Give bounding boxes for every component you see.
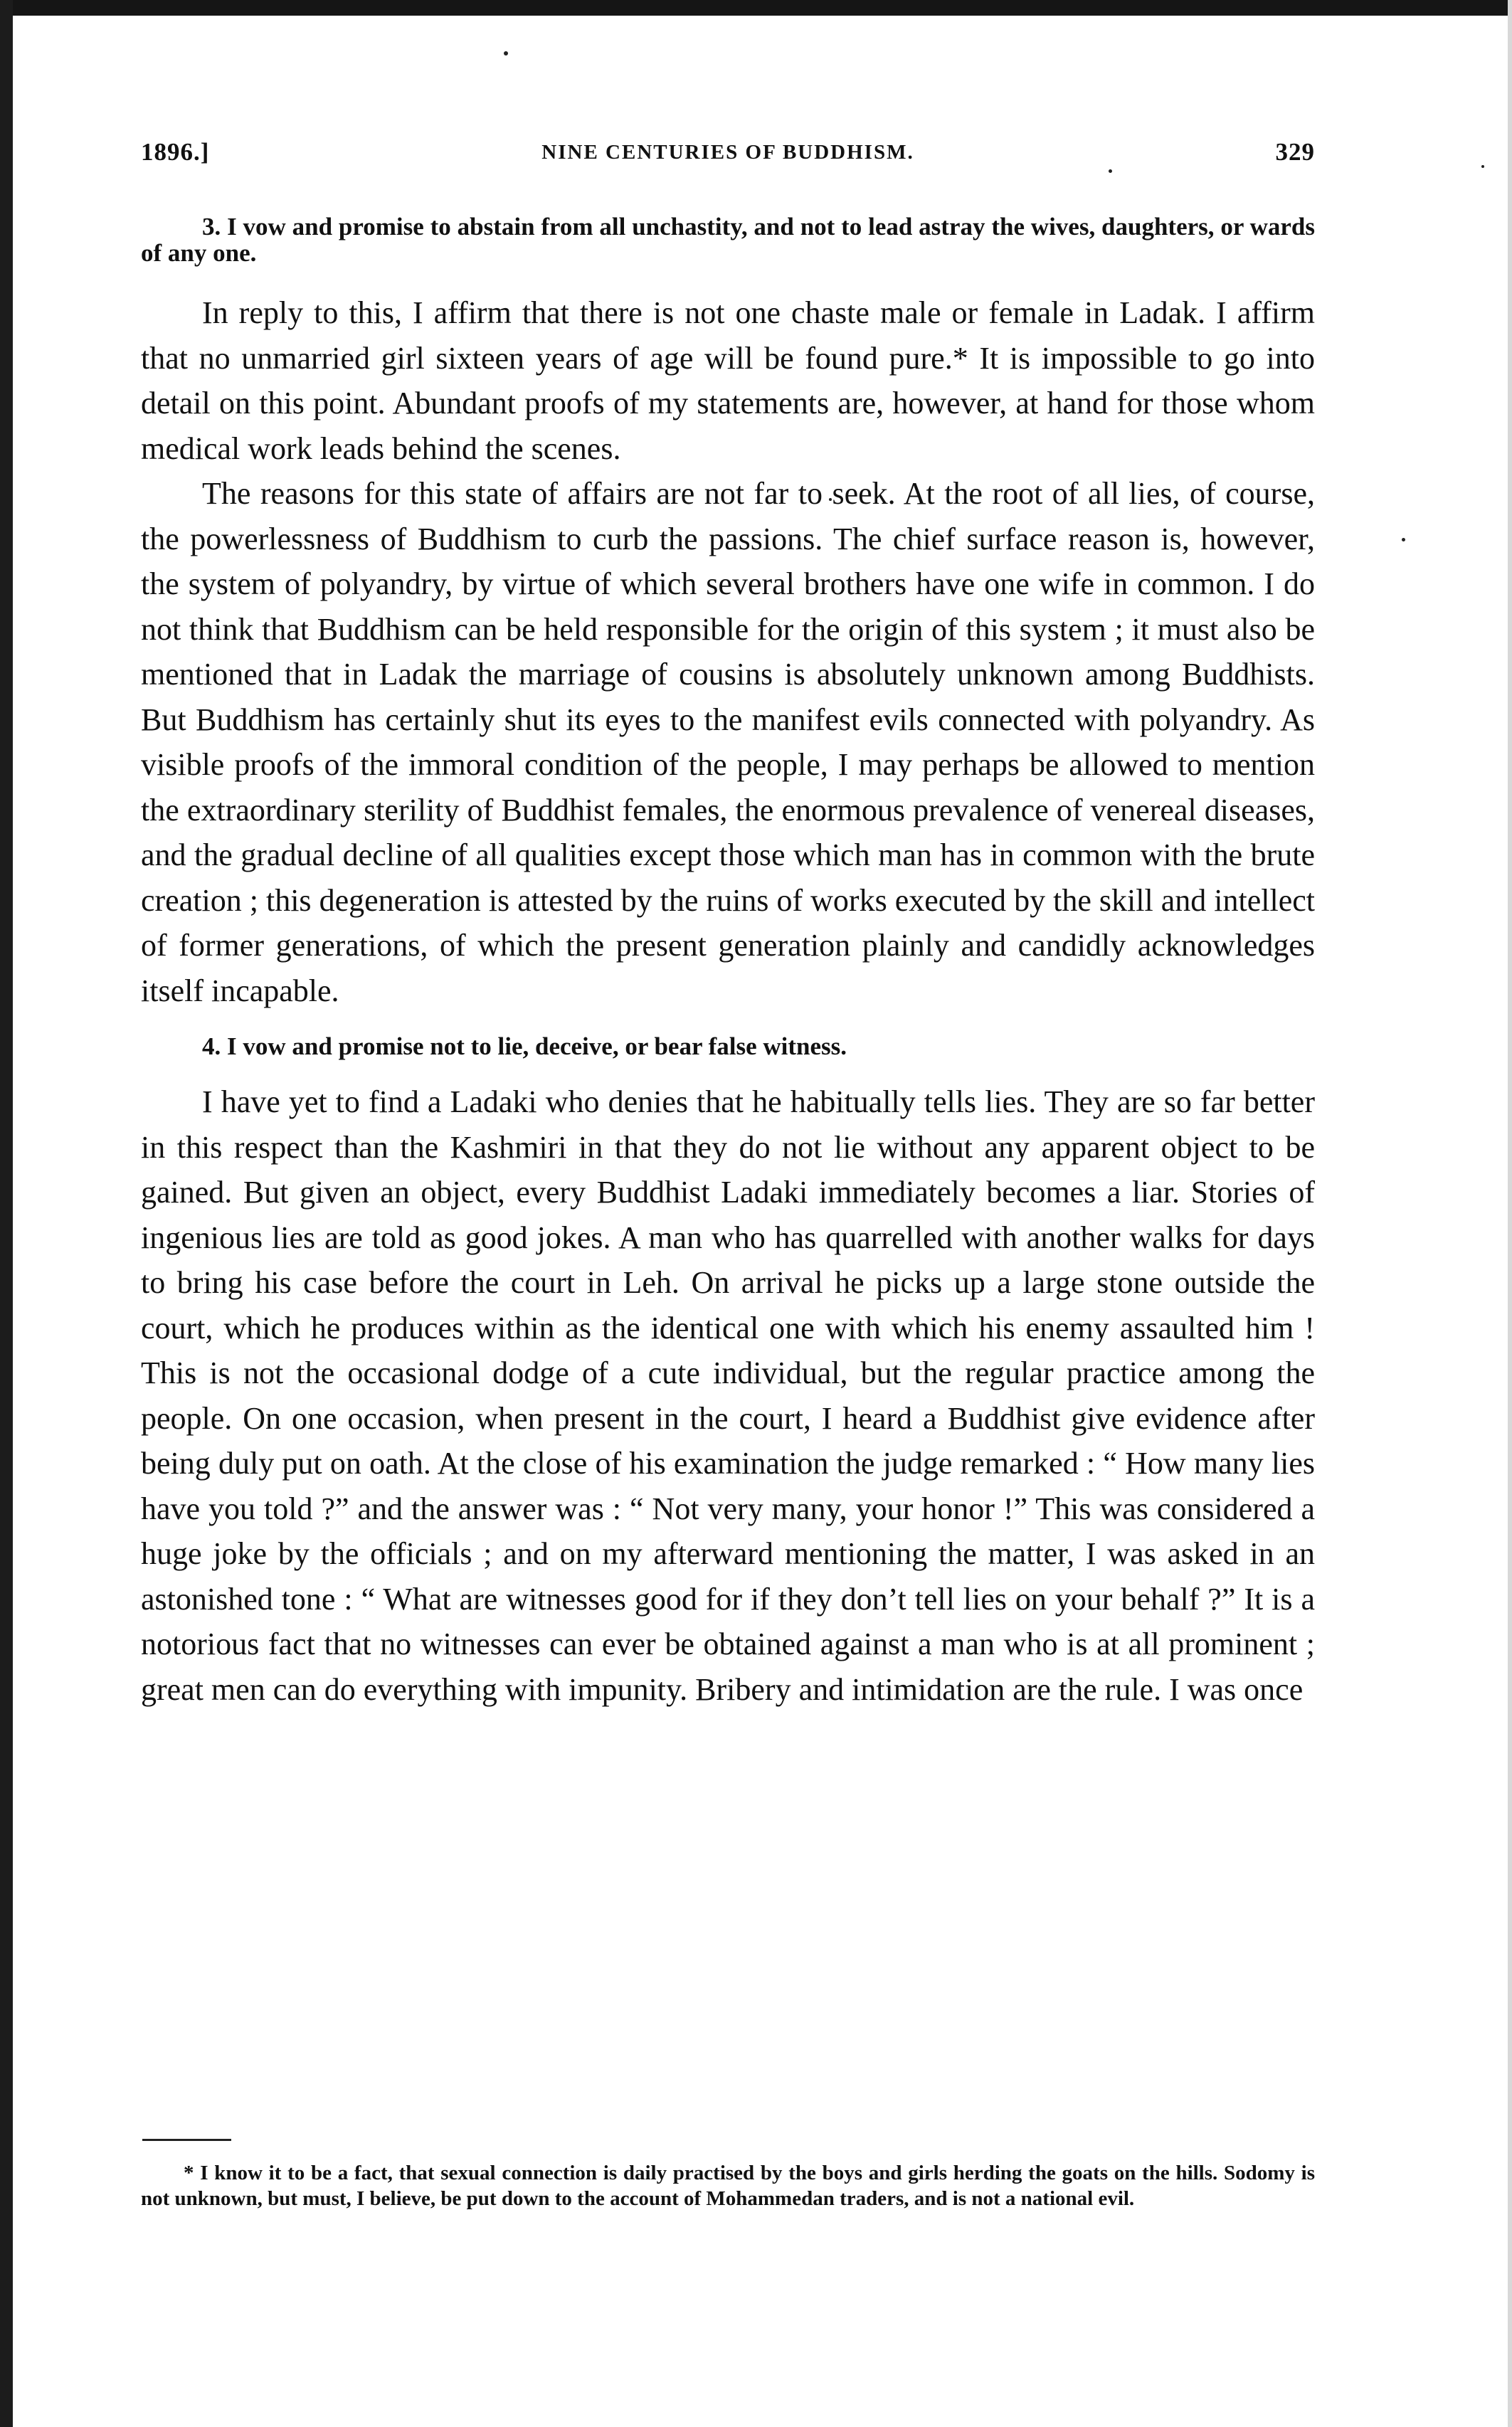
scan-speck	[1402, 538, 1405, 541]
paragraph-3: I have yet to find a Ladaki who denies that he habitually tells lies. They are so far better in this respect than the Kashmiri in that they do not lie without any apparent object to be gained. But given an object, every Buddhist Ladaki immediately becomes a liar. Stories of ingenious lies are told as good jokes. A man who has quarrelled with another walks for days to bring his case before the court in Leh. On arrival he picks up a large stone outside the court, which he produces within as the identical one with which his enemy assaulted him ! This is not the occasional dodge of a cute individual, but the regular practice among the people. On one occasion, when present in the court, I heard a Buddhist give evidence after being duly put on oath. At the close of his examination the judge remarked : “ How many lies have you told ?” and the answer was : “ Not very many, your honor !” This was considered a huge joke by the officials ; and on my afterward mentioning the matter, I was asked in an astonished tone : “ What are witnesses good for if they don’t tell lies on your behalf ?” It is a notorious fact that no witnesses can ever be obtained against a man who is at all prominent ; great men can do everything with impunity. Bribery and intimidation are the rule. I was once	[141, 1084, 1315, 1707]
body-text	[141, 213, 1315, 1712]
footnote: * I know it to be a fact, that sexual connection is daily practised by the boys and girls herding the goats on the hills. Sodomy is not unknown, but must, I believe, be put down to the account of Mohammedan traders, and is not a national evil.	[141, 2162, 1315, 2210]
footnote-rule	[142, 2139, 231, 2141]
vow-4: 4. I vow and promise not to lie, deceive, or bear false witness.	[202, 1032, 847, 1060]
scan-right-edge	[1508, 0, 1512, 2427]
header-year: 1896.]	[141, 138, 210, 166]
scan-top-edge	[0, 0, 1512, 16]
vow-3: 3. I vow and promise to abstain from all unchastity, and not to lead astray the wives, daughters, or wards of any one.	[141, 213, 1315, 267]
header-running-title: NINE CENTURIES OF BUDDHISM.	[541, 141, 914, 164]
running-header	[141, 138, 1315, 174]
paragraph-1: In reply to this, I affirm that there is not one chaste male or female in Ladak. I affirm that no unmarried girl sixteen years of age will be found pure.* It is impossible to go into detail on this point. Abundant proofs of my statements are, however, at hand for those whom medical work leads behind the scenes.	[141, 295, 1315, 466]
scan-speck	[1481, 165, 1484, 168]
paragraph-2: The reasons for this state of affairs are not far to seek. At the root of all lies, of course, the powerlessness of Buddhism to curb the passions. The chief surface reason is, however, the system of polyandry, by virtue of which several brothers have one wife in common. I do not think that Buddhism can be held responsible for the origin of this system ; it must also be mentioned that in Ladak the marriage of cousins is absolutely unknown among Buddhists. But Buddhism has certainly shut its eyes to the manifest evils connected with polyandry. As visible proofs of the immoral condition of the people, I may perhaps be allowed to mention the extraordinary sterility of Buddhist females, the enormous prevalence of venereal diseases, and the gradual decline of all qualities except those which man has in common with the brute creation ; this degeneration is attested by the ruins of works executed by the skill and intellect of former generations, of which the present generation plainly and candidly acknowledges itself incapable.	[141, 476, 1315, 1008]
page-number: 329	[1275, 138, 1315, 166]
scan-speck	[504, 51, 508, 55]
scan-left-edge	[0, 0, 13, 2427]
